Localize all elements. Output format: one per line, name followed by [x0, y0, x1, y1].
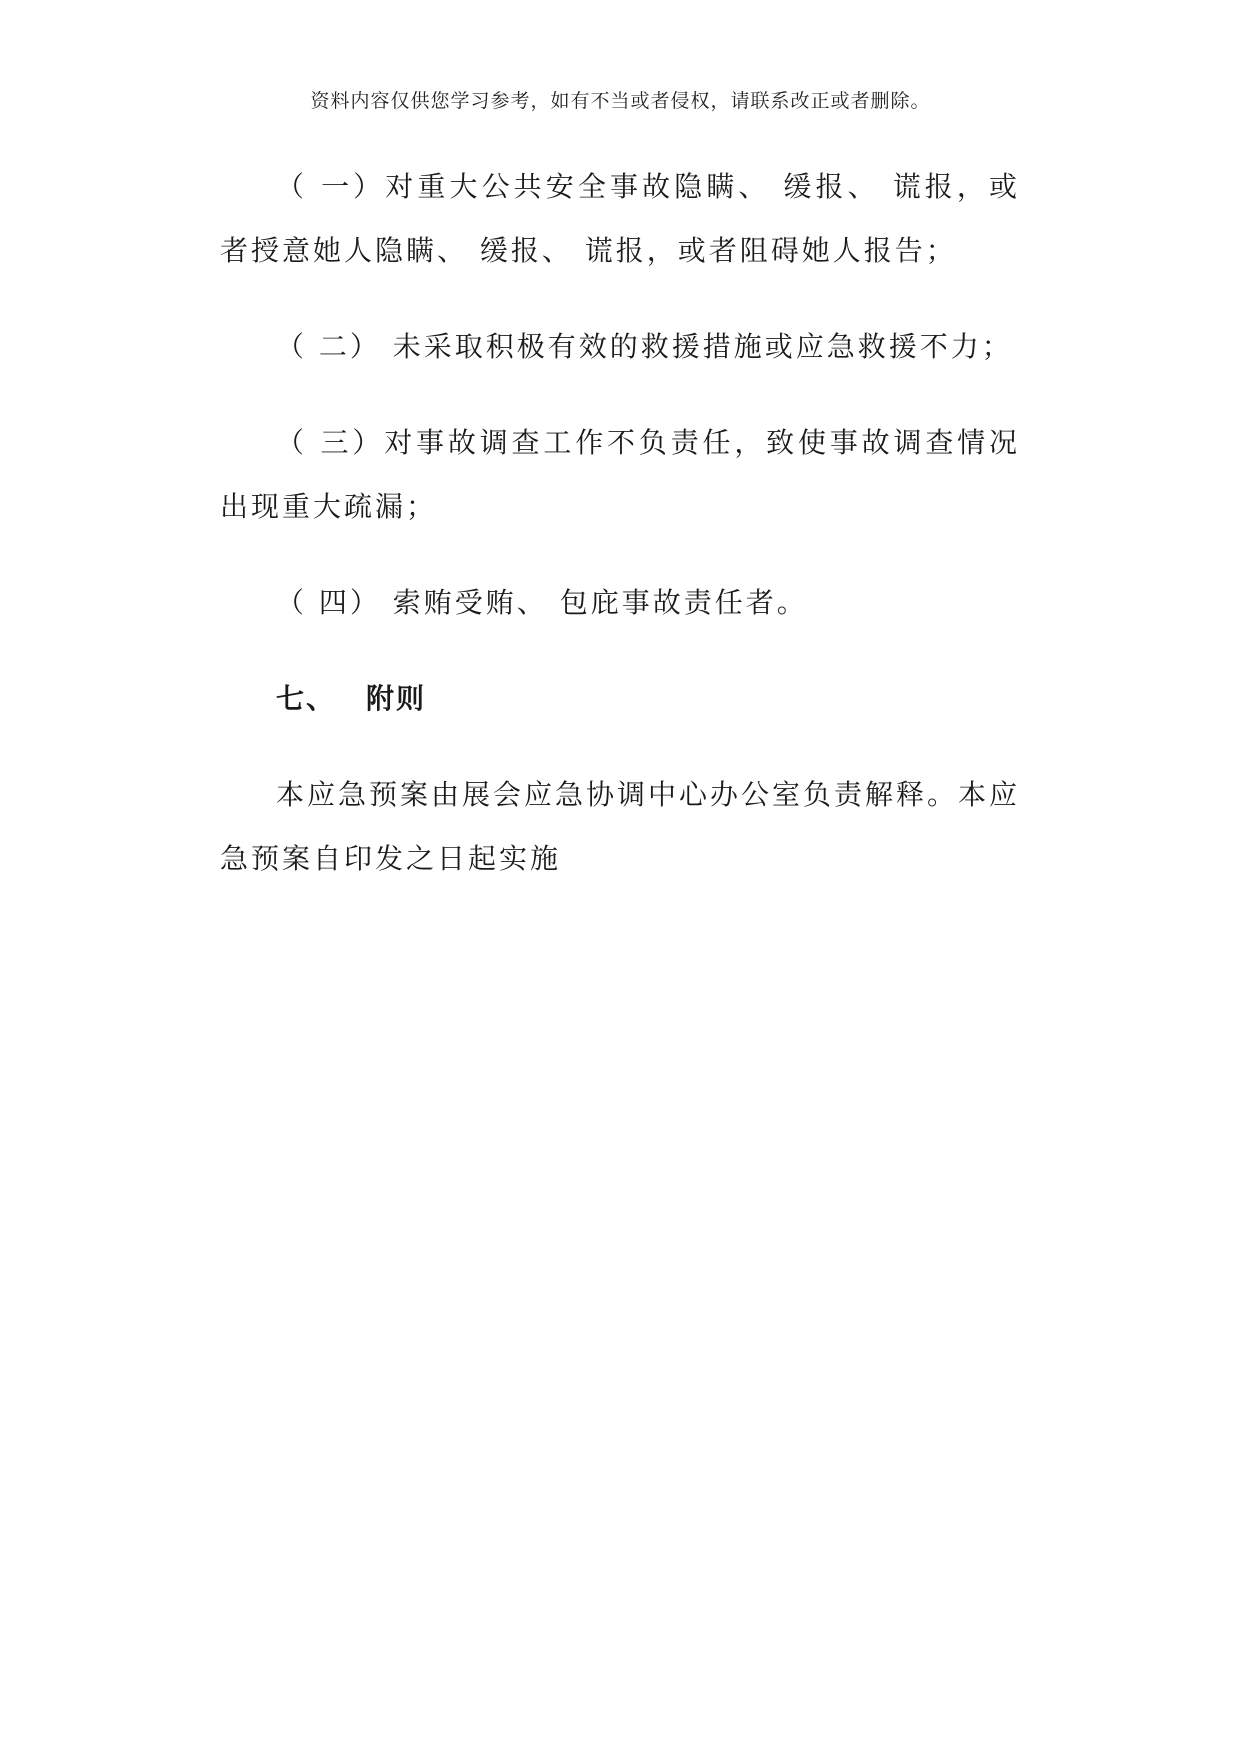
- section-title: 附则: [366, 682, 427, 715]
- closing-paragraph: [220, 763, 1020, 891]
- clause-2: [220, 315, 1020, 379]
- clause-4: [220, 571, 1020, 635]
- clause-3-text: （ 三）对事故调查工作不负责任，致使事故调查情况出现重大疏漏；: [220, 426, 1020, 523]
- clause-4-text: （ 四） 索贿受贿、 包庇事故责任者。: [276, 586, 808, 619]
- closing-text: 本应急预案由展会应急协调中心办公室负责解释。本应急预案自印发之日起实施: [220, 778, 1021, 875]
- section-heading: [276, 667, 426, 731]
- clause-2-text: （ 二） 未采取积极有效的救援措施或应急救援不力；: [276, 330, 1013, 363]
- clause-1-text: （ 一）对重大公共安全事故隐瞒、 缓报、 谎报，或者授意她人隐瞒、 缓报、 谎报，或者阻碍她人报告；: [220, 170, 1020, 267]
- disclaimer-header: 资料内容仅供您学习参考，如有不当或者侵权，请联系改正或者删除。: [310, 90, 931, 112]
- clause-3: [220, 411, 1020, 539]
- clause-1: [220, 155, 1020, 283]
- section-number: 七、: [276, 682, 337, 715]
